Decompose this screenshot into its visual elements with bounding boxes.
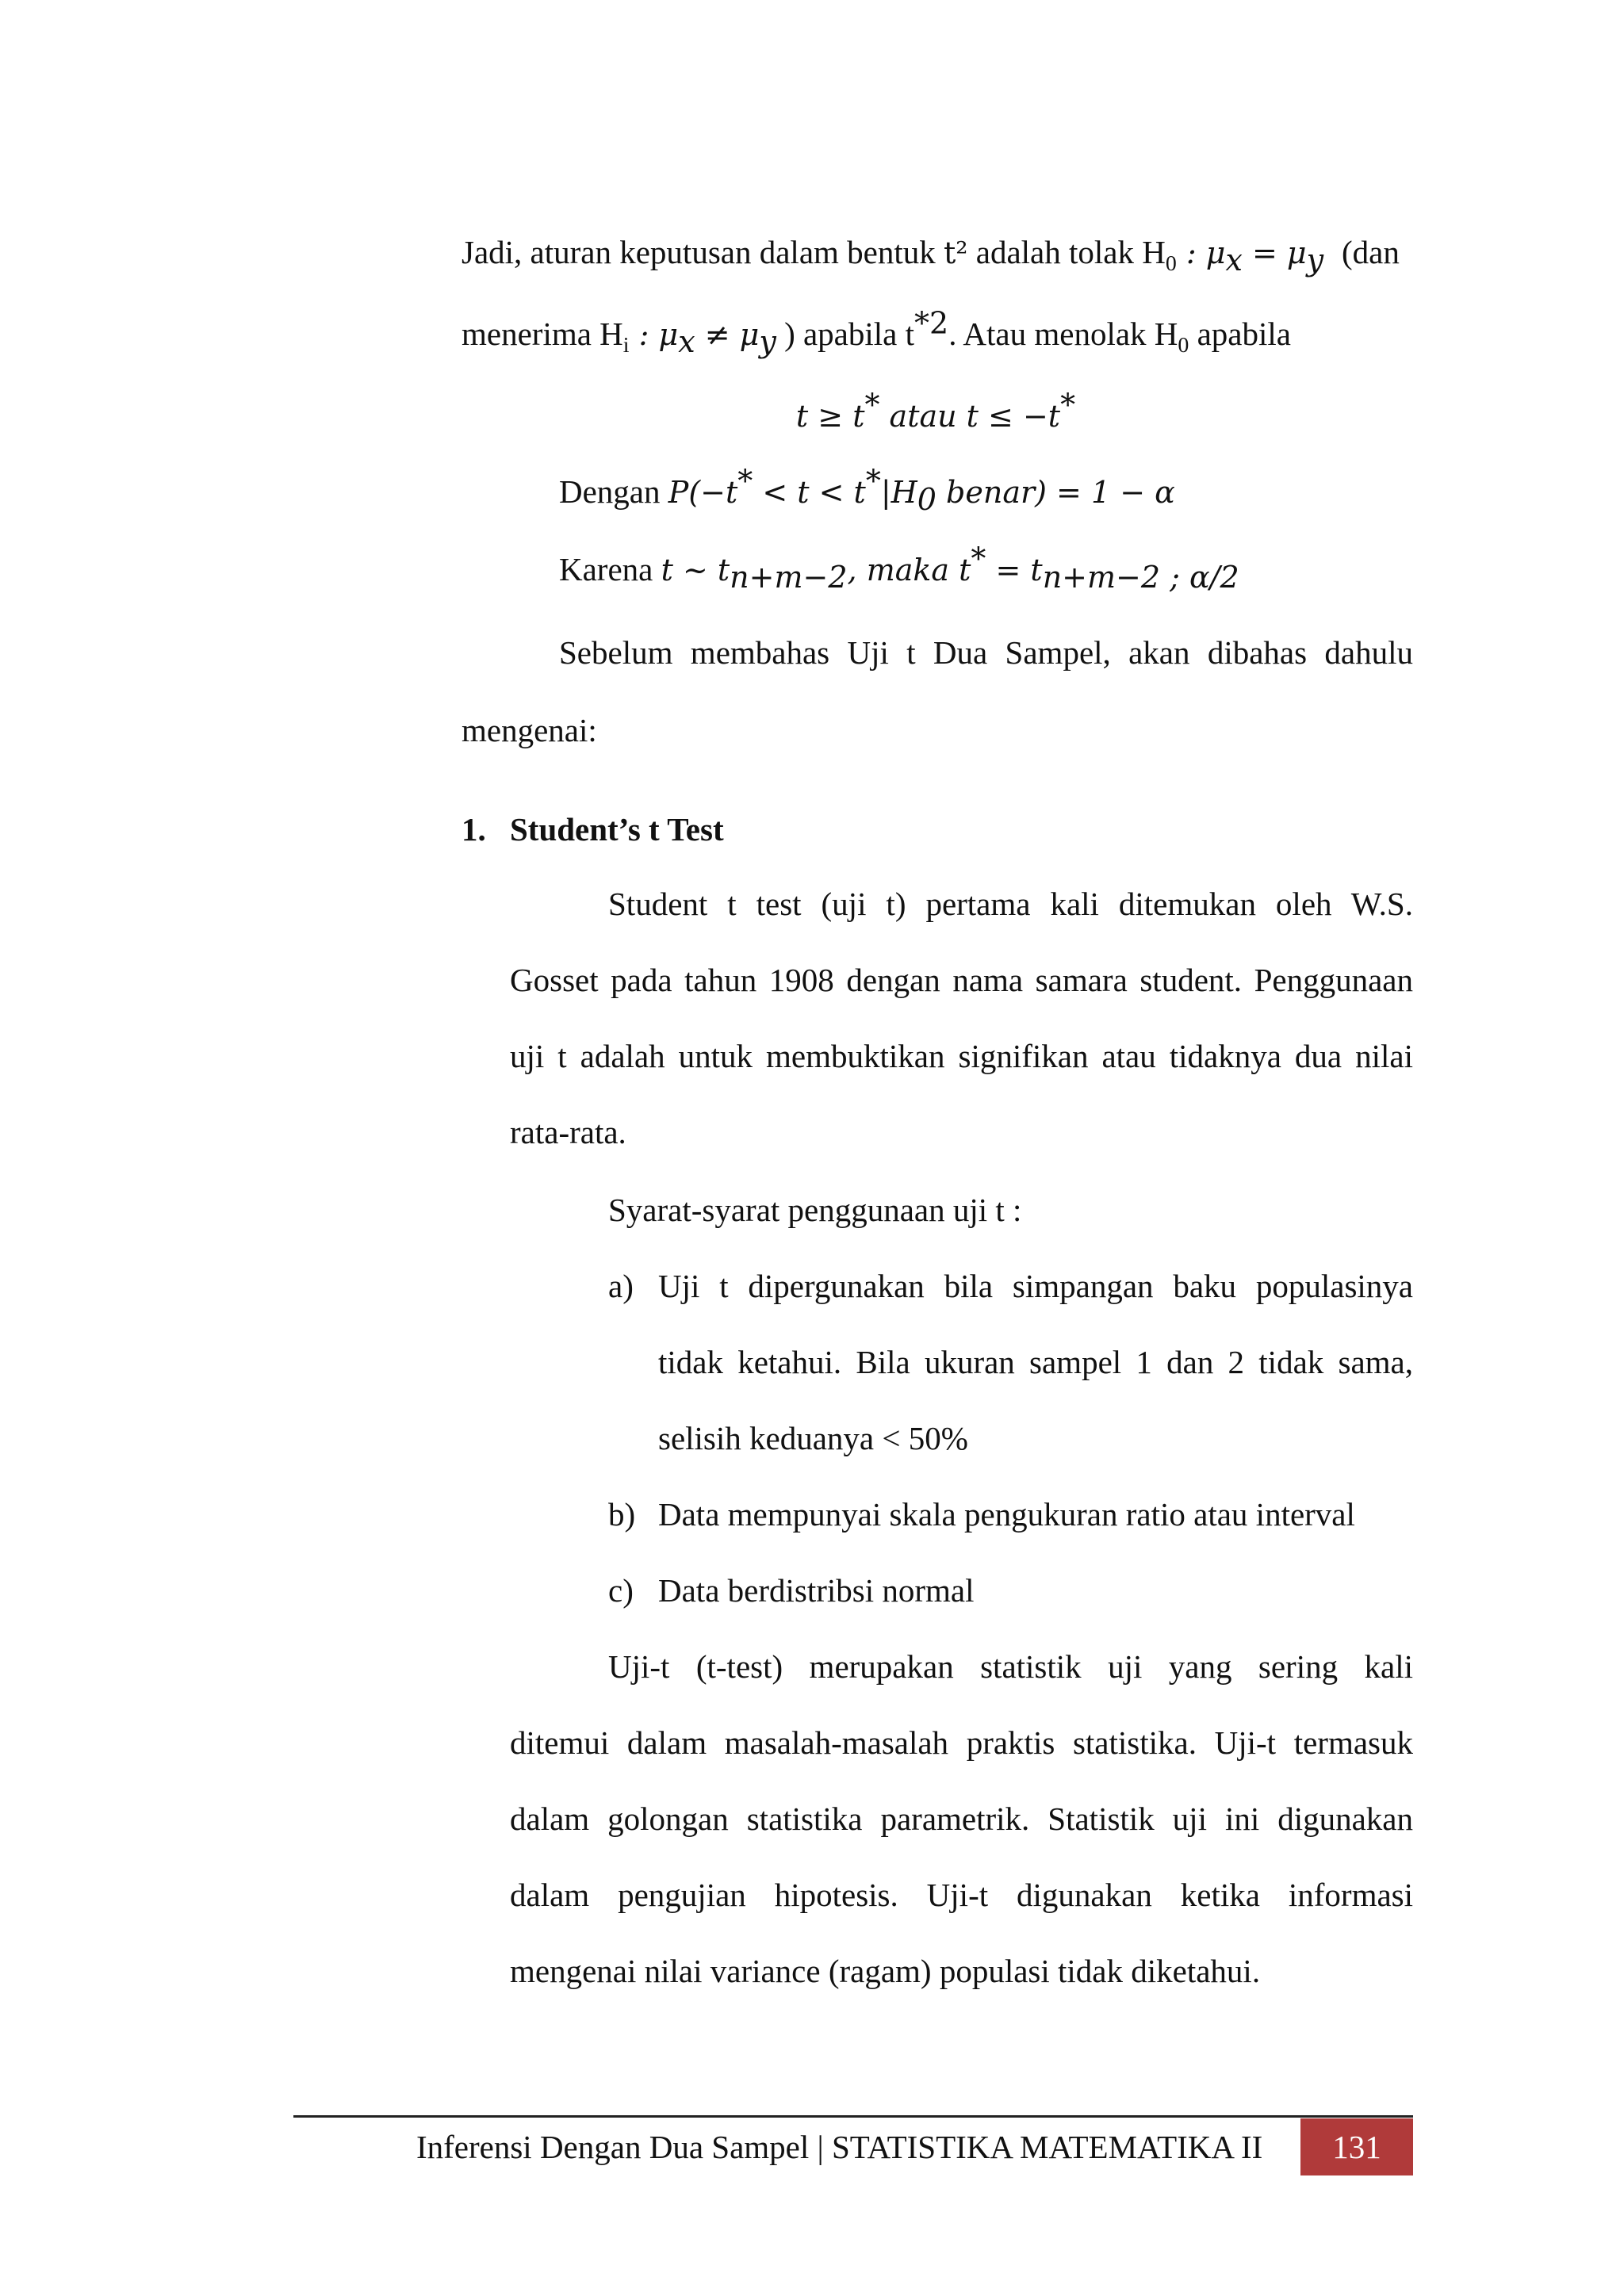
text-run: apabila <box>1189 316 1291 352</box>
list-b-line1: Data mempunyai skala pengukuran ratio atau interval <box>658 1496 1355 1533</box>
student-para-line2: Gosset pada tahun 1908 dengan nama samara student. Penggunaan <box>510 962 1413 998</box>
subscript: y <box>759 324 776 360</box>
math-mu: : μ <box>629 317 679 352</box>
math-run: benar) = 1 − α <box>936 475 1175 510</box>
superscript: * <box>1060 387 1076 423</box>
math-run: < t < t <box>753 475 866 510</box>
math-run: t ~ t <box>661 553 730 587</box>
math-run: P(−t <box>668 475 738 510</box>
subscript: n+m−2 <box>730 560 848 595</box>
sebelum-line2: mengenai: <box>462 712 597 748</box>
list-marker-b: b) <box>608 1496 636 1533</box>
student-para-line1: Student t test (uji t) pertama kali ditemukan oleh W.S. <box>608 886 1413 922</box>
list-marker-a: a) <box>608 1268 634 1304</box>
math-mu: ≠ μ <box>695 317 760 352</box>
text-run: Dengan <box>559 473 668 510</box>
ujit-para-line1: Uji-t (t-test) merupakan statistik uji yang sering kali <box>608 1648 1413 1685</box>
page-number-badge <box>1300 2118 1413 2175</box>
footer-rule <box>293 2115 1413 2118</box>
subscript: i <box>622 333 630 358</box>
text-run: menerima H <box>462 316 623 352</box>
page-number: 131 <box>1332 2129 1381 2165</box>
math-mu: = μ <box>1242 235 1307 270</box>
superscript: *2 <box>914 305 949 341</box>
ujit-para-line3: dalam golongan statistika parametrik. Statistik uji ini digunakan <box>510 1800 1413 1837</box>
superscript: * <box>971 541 986 576</box>
subscript: n+m−2 ; α/2 <box>1042 560 1239 595</box>
text-run: Karena <box>559 551 661 587</box>
text-run: ) <box>776 316 795 352</box>
math-run: atau t ≤ −t <box>879 399 1061 434</box>
ujit-para-line5: mengenai nilai variance (ragam) populasi tidak diketahui. <box>510 1953 1261 1989</box>
para1-line1-end: (dan <box>1342 234 1400 270</box>
student-para-line4: rata-rata. <box>510 1114 626 1150</box>
centered-equation <box>460 387 1411 437</box>
list-c-line1: Data berdistribsi normal <box>658 1572 975 1609</box>
footer-title: Inferensi Dengan Dua Sampel | STATISTIKA MATEMATIKA II <box>416 2129 1263 2165</box>
subscript: 0 <box>1165 251 1177 277</box>
subscript: x <box>678 324 695 360</box>
subscript: 0 <box>917 482 936 518</box>
math-run: , maka t <box>847 553 971 587</box>
para1-line1 <box>462 232 1413 278</box>
math-run: = t <box>986 553 1043 587</box>
list-a-line3: selisih keduanya < 50% <box>658 1420 968 1456</box>
section-number: 1. <box>462 811 486 848</box>
text-run: adalah tolak H <box>967 234 1166 270</box>
superscript: * <box>737 463 753 499</box>
text-run: . Atau menolak H <box>948 316 1178 352</box>
dengan-line <box>559 463 1175 518</box>
math-run: |H <box>880 475 917 510</box>
superscript: * <box>865 463 881 499</box>
subscript: y <box>1306 243 1324 278</box>
sebelum-line1: Sebelum membahas Uji t Dua Sampel, akan dibahas dahulu <box>559 634 1413 671</box>
syarat-title: Syarat-syarat penggunaan uji t : <box>608 1192 1022 1228</box>
superscript: * <box>864 387 880 423</box>
text-run: Jadi, aturan keputusan dalam bentuk <box>462 234 944 270</box>
student-para-line3: uji t adalah untuk membuktikan signifikan atau tidaknya dua nilai <box>510 1038 1413 1074</box>
ujit-para-line2: ditemui dalam masalah-masalah praktis statistika. Uji-t termasuk <box>510 1724 1413 1761</box>
math-t-squared: t² <box>944 235 968 270</box>
math-run: t ≥ t <box>795 399 865 434</box>
list-a-line2: tidak ketahui. Bila ukuran sampel 1 dan 2 tidak sama, <box>658 1344 1413 1380</box>
section-title: Student’s t Test <box>510 811 724 848</box>
subscript: x <box>1225 243 1243 278</box>
text-run: apabila t <box>795 316 914 352</box>
subscript: 0 <box>1178 333 1189 358</box>
karena-line <box>559 541 1239 595</box>
math-mu: : μ <box>1176 235 1226 270</box>
list-a-line1: Uji t dipergunakan bila simpangan baku populasinya <box>658 1268 1413 1304</box>
para1-line2 <box>462 305 1291 360</box>
list-marker-c: c) <box>608 1572 634 1609</box>
ujit-para-line4: dalam pengujian hipotesis. Uji-t digunakan ketika informasi <box>510 1877 1413 1913</box>
